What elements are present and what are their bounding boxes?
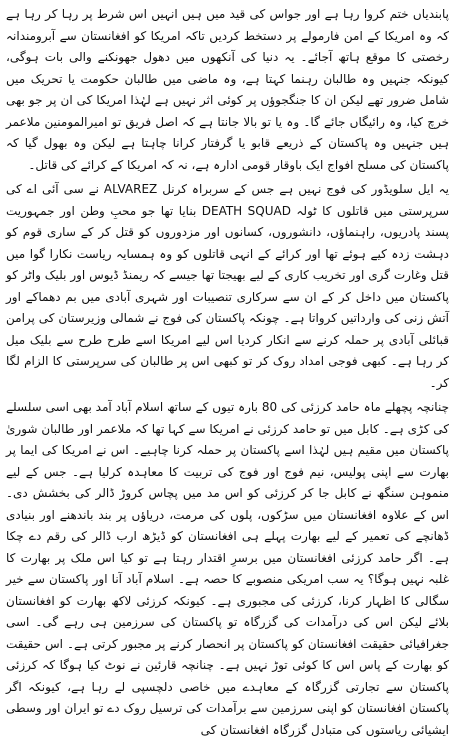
article-paragraph-2: یہ ایل سلویڈور کی فوج نہیں ہے جس کے سربراہ کرنل ALVAREZ نے سی آئی اے کی سرپرستی میں قاتلوں کا ٹولہ DEATH SQUAD بنایا تھا جو محبِ وطن اور جمہوریت پسند پادریوں، راہنماؤں، دانشوروں، کسانوں اور مزدوروں کو قتل کر کے ساری قوم کو دہشت زدہ کیے ہوئے تھا اور کرائے کے انہی قاتلوں کو وہ ہمسایہ ریاست نکارا گوا میں قتل وغارت گری اور تخریب کاری کے لیے بھیجتا تھا جیسے کہ ریمنڈ ڈیوس اور بلیک واٹر کو پاکستان میں داخل کر کے ان سے سرکاری تنصیبات اور شہری آبادی میں بم دھماکے اور آتش زنی کی وارداتیں کرواتا ہے۔ چونکہ پاکستان کی فوج نے شمالی وزیرستان کی پرامن قبائلی آبادی پر حملہ کرنے سے انکار کردیا اس لیے امریکا اسے طرح طرح سے بلیک میل کر رہا ہے۔ کبھی فوجی امداد روک کر تو کبھی اس پر طالبان کی سرپرستی کا الزام لگا کر۔ (6, 182, 449, 390)
article-paragraph-3: چنانچہ پچھلے ماہ حامد کرزئی کی 80 بارہ تیوں کے ساتھ اسلام آباد آمد بھی اسی سلسلے کی کڑی ہے۔ کابل میں تو حامد کرزئی نے امریکا سے کہا تھا کہ ملاعمر اور طالبان شوریٰ پاکستان میں مقیم ہیں لہٰذا اسے پاکستان پر حملہ کرنا چاہیے۔ اس نے امریکا کی ایما پر بھارت سے اپنی پولیس، نیم فوج اور فوج کی تربیت کا معاہدہ کرلیا ہے۔ جس کے لیے منموہن سنگھ نے کابل جا کر کرزئی کو اس مد میں پچاس کروڑ ڈالر کی بخشش دی۔ اس کے علاوہ افغانستان میں سڑکوں، پلوں کی مرمت، دریاؤں پر بند باندھنے اور بنیادی ڈھانچے کی تعمیر کے لیے بھارت پہلے ہی افغانستان کو ڈیڑھ ارب ڈالر کی رقم دے چکا ہے۔ اگر حامد کرزئی افغانستان میں برسرِ اقتدار رہتا ہے تو کیا اس ملک پر بھارت کا غلبہ نہیں ہوگا؟ یہ سب امریکی منصوبے کا حصہ ہے۔ اسلام آباد آنا اور پاکستان سے خیر سگالی کا اظہار کرنا، کرزئی کی مجبوری ہے۔ کیونکہ کرزئی لاکھ بھارت کو افغانستان بلائے لیکن اس کی درآمدات کی گزرگاہ تو پاکستان کی سرزمین ہی رہے گی۔ اسی جغرافیائی حقیقت افغانستان کو پاکستان پر انحصار کرنے پر مجبور کرتی ہے۔ اس حقیقت کو بھارت کے پاس اس کا کوئی توڑ نہیں ہے۔ چنانچہ قارئین نے نوٹ کیا ہوگا کہ کرزئی پاکستان سے تجارتی گزرگاہ کے معاہدے میں خاصی دلچسپی لے رہا ہے، کیونکہ اگر پاکستان افغانستان کو اپنی سرزمین سے برآمدات کی ترسیل روک دے تو ایران اور وسطی ایشیائی ریاستوں کی متبادل گزرگاہ افغانستان کی (6, 400, 450, 737)
article-paragraph-1: پابندیاں ختم کروا رہا ہے اور جواس کی قید میں ہیں انہیں اس شرط پر رہا کر رہا ہے کہ وہ امریکا کے امن فارمولے پر دستخط کردیں تاکہ امریکا کو افغانستان سے آبرومندانہ رخصتی کا موقع ہاتھ آجائے۔ یہ دنیا کی آنکھوں میں دھول جھونکنے والی بات ہوگی، کیونکہ جنہیں وہ طالبان رہنما کہتا ہے، وہ ماضی میں طالبان حکومت یا تحریک میں شامل ضرور تھے لیکن ان کا جنگجوؤں پر کوئی اثر نہیں ہے لہٰذا امریکا کی ان پر جو بھی خرچ کیا، وہ رائیگاں جائے گا۔ وہ یا تو بالا جانتا ہے کہ اصل فریق تو امیرالمومنین ملاعمر ہیں جنہیں وہ پاکستان کے ذریعے قابو یا گرفتار کرانا چاہتا ہے لیکن وہ بھول گیا کہ پاکستان کی مسلح افواج ایک باوقار قومی ادارہ ہے، نہ کہ امریکا کے کرائے کی قاتل۔ (6, 7, 449, 172)
